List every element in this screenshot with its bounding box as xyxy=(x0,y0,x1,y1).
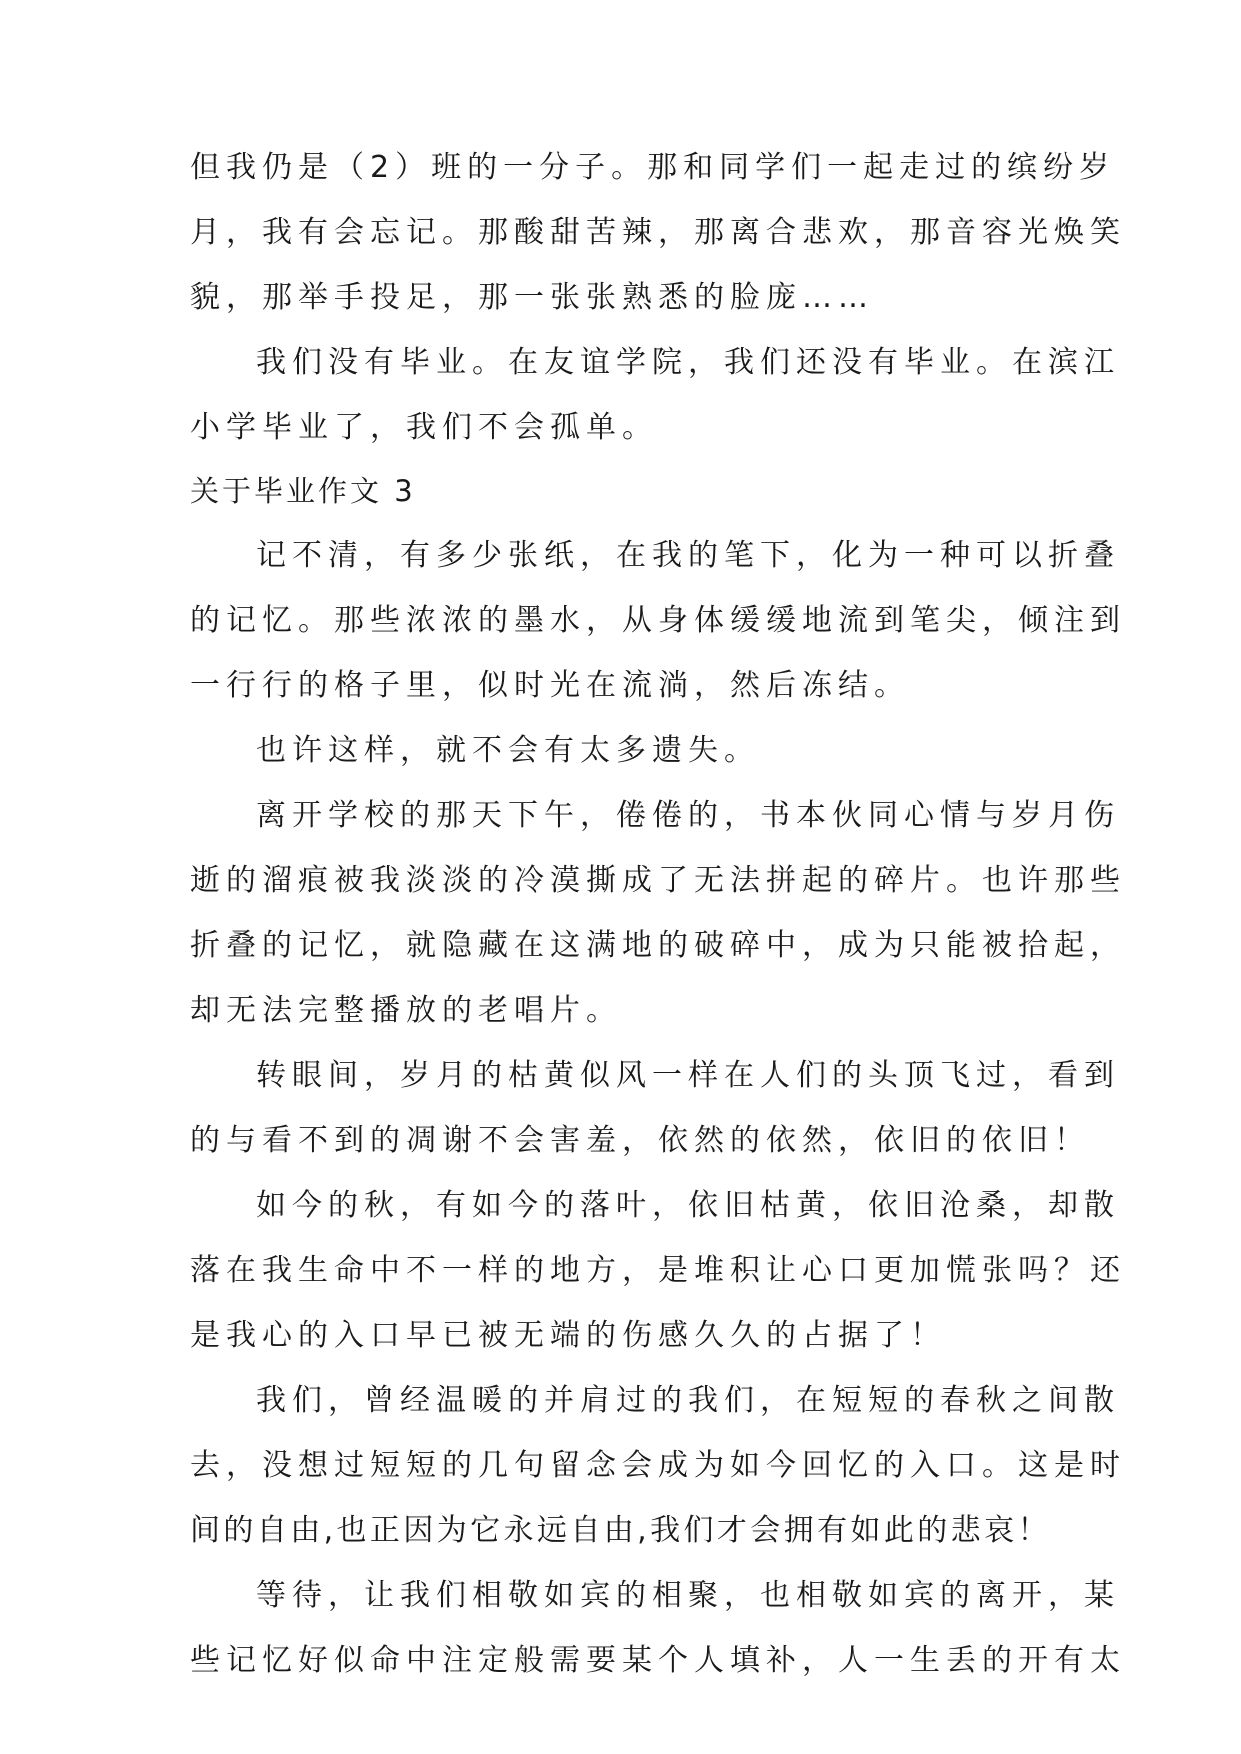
paragraph-start-line: 记不清，有多少张纸，在我的笔下，化为一种可以折叠 xyxy=(256,538,1120,573)
section-heading: 关于毕业作文 3 xyxy=(190,474,416,508)
text-line: 去，没想过短短的几句留念会成为如今回忆的入口。这是时 xyxy=(190,1448,1126,1483)
paragraph-start-line: 离开学校的那天下午，倦倦的，书本伙同心情与岁月伤 xyxy=(256,798,1120,833)
text-line: 逝的溜痕被我淡淡的冷漠撕成了无法拼起的碎片。也许那些 xyxy=(190,863,1126,898)
text-line: 却无法完整播放的老唱片。 xyxy=(190,993,622,1028)
document-body xyxy=(190,135,1126,1693)
paragraph-start-line: 转眼间，岁月的枯黄似风一样在人们的头顶飞过，看到 xyxy=(256,1058,1120,1093)
paragraph-start-line: 我们没有毕业。在友谊学院，我们还没有毕业。在滨江 xyxy=(256,345,1120,380)
paragraph-start-line: 我们，曾经温暖的并肩过的我们，在短短的春秋之间散 xyxy=(256,1383,1120,1418)
text-line: 但我仍是（2）班的一分子。那和同学们一起走过的缤纷岁 xyxy=(190,150,1116,185)
text-line: 间的自由,也正因为它永远自由,我们才会拥有如此的悲哀！ xyxy=(190,1513,1051,1548)
text-line: 的记忆。那些浓浓的墨水，从身体缓缓地流到笔尖，倾注到 xyxy=(190,603,1126,638)
text-line: 些记忆好似命中注定般需要某个人填补，人一生丢的开有太 xyxy=(190,1643,1126,1678)
paragraph-start-line: 如今的秋，有如今的落叶，依旧枯黄，依旧沧桑，却散 xyxy=(256,1188,1120,1223)
text-line: 一行行的格子里，似时光在流淌，然后冻结。 xyxy=(190,668,910,703)
paragraph-start-line: 等待，让我们相敬如宾的相聚，也相敬如宾的离开，某 xyxy=(256,1578,1120,1613)
text-line: 小学毕业了，我们不会孤单。 xyxy=(190,410,658,445)
text-line: 的与看不到的凋谢不会害羞，依然的依然，依旧的依旧！ xyxy=(190,1123,1090,1158)
paragraph-start-line: 也许这样，就不会有太多遗失。 xyxy=(256,733,760,768)
text-line: 是我心的入口早已被无端的伤感久久的占据了！ xyxy=(190,1318,946,1353)
text-line: 貌，那举手投足，那一张张熟悉的脸庞…… xyxy=(190,280,874,315)
text-line: 折叠的记忆，就隐藏在这满地的破碎中，成为只能被拾起， xyxy=(190,928,1126,963)
text-line: 月，我有会忘记。那酸甜苦辣，那离合悲欢，那音容光焕笑 xyxy=(190,215,1126,250)
text-line: 落在我生命中不一样的地方，是堆积让心口更加慌张吗？还 xyxy=(190,1253,1126,1288)
